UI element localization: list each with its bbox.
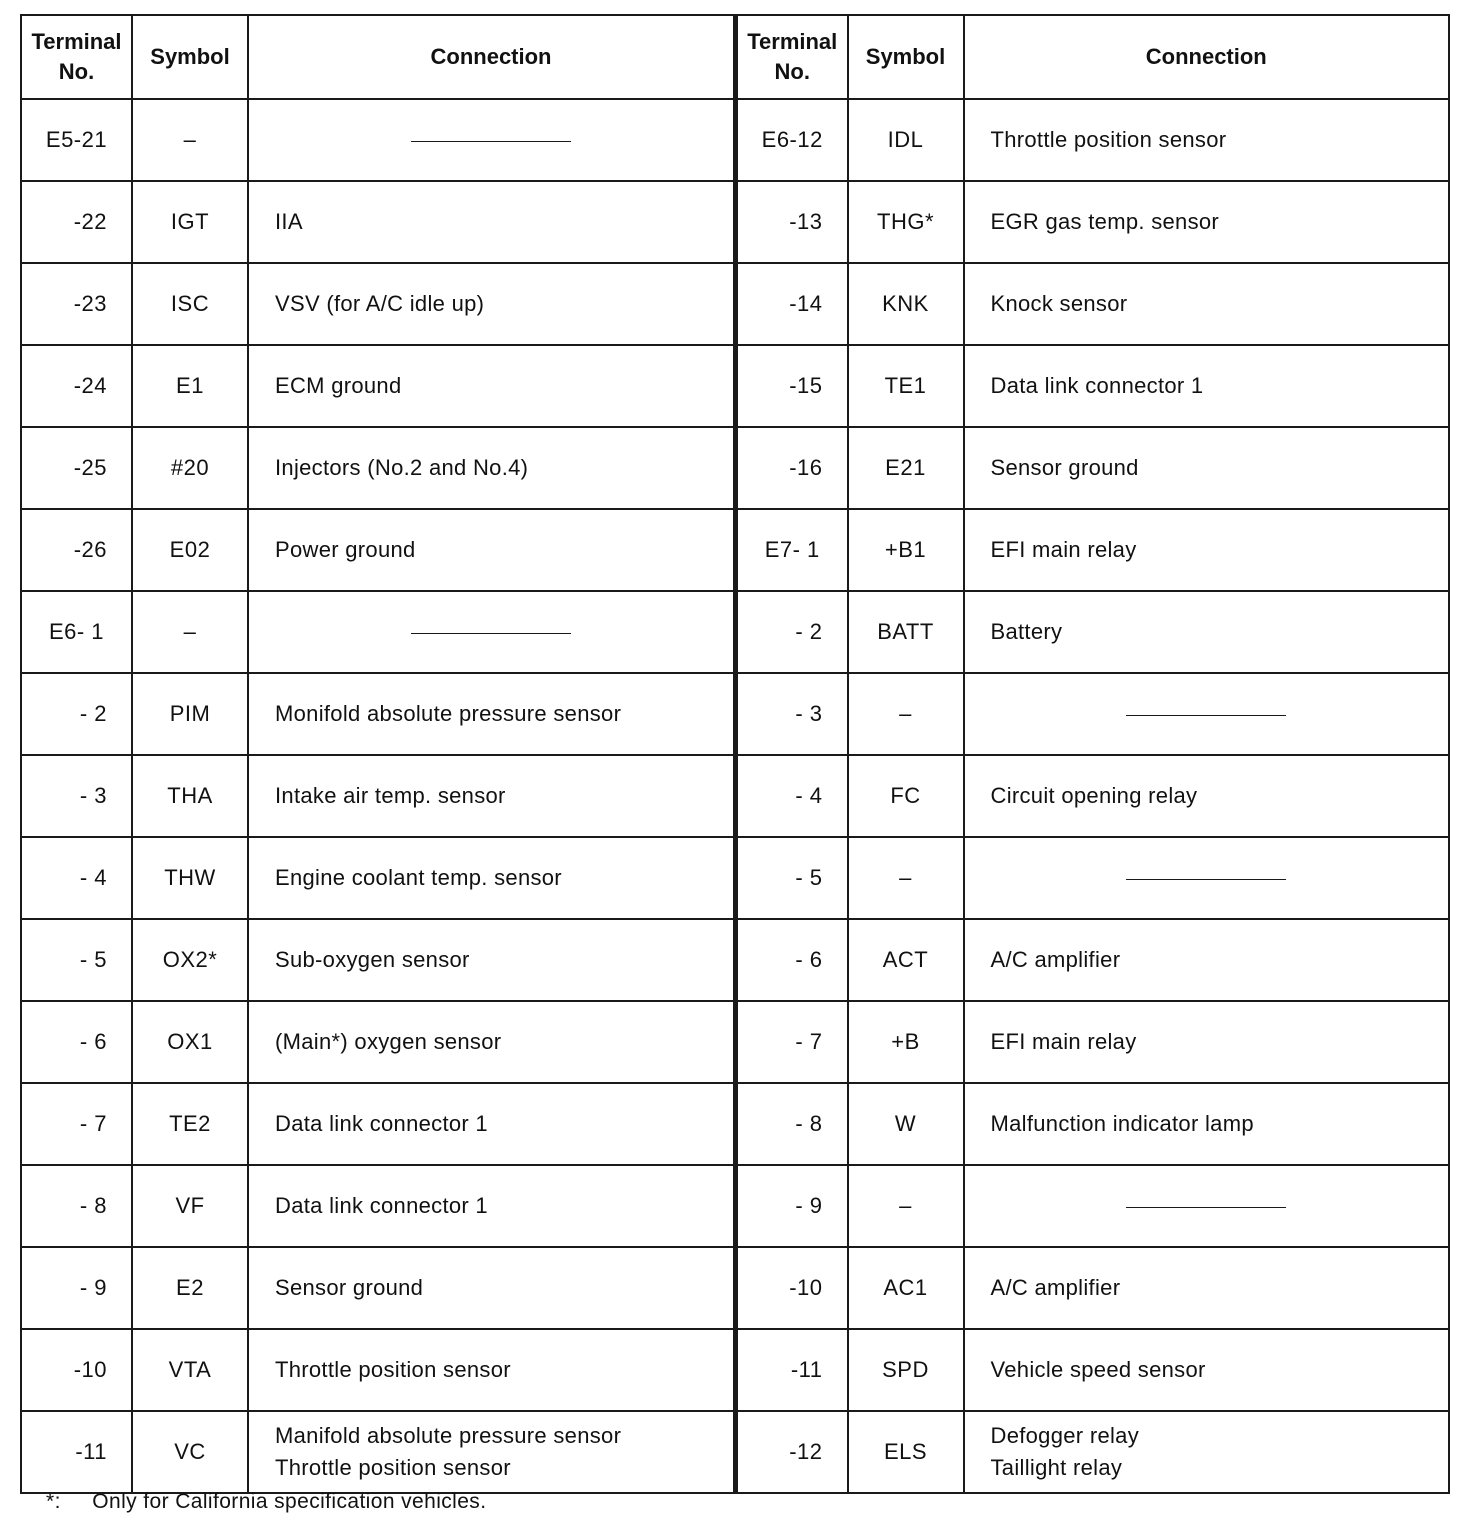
connection-text: Sensor ground xyxy=(990,455,1139,480)
terminal-cell: - 4 xyxy=(737,755,848,837)
table-row xyxy=(21,181,734,263)
terminal-cell: -25 xyxy=(21,427,132,509)
table-row xyxy=(737,1083,1450,1165)
connection-cell xyxy=(964,99,1450,181)
table-row xyxy=(21,345,734,427)
terminal-cell: -10 xyxy=(737,1247,848,1329)
terminal-header-line1: Terminal xyxy=(31,29,122,54)
left-table-body xyxy=(21,99,734,1493)
table-row xyxy=(737,427,1450,509)
symbol-cell: – xyxy=(132,99,248,181)
table-row xyxy=(21,1083,734,1165)
terminal-cell: - 7 xyxy=(737,1001,848,1083)
connection-text: Engine coolant temp. sensor xyxy=(275,865,562,890)
connection-text: Monifold absolute pressure sensor xyxy=(275,701,622,726)
connection-cell xyxy=(964,181,1450,263)
symbol-cell: IGT xyxy=(132,181,248,263)
terminal-cell: E5-21 xyxy=(21,99,132,181)
symbol-cell: ISC xyxy=(132,263,248,345)
table-row xyxy=(21,1247,734,1329)
symbol-cell: ACT xyxy=(848,919,964,1001)
symbol-cell: +B1 xyxy=(848,509,964,591)
connection-cell xyxy=(964,263,1450,345)
connection-text: Throttle position sensor xyxy=(275,1357,511,1382)
symbol-header: Symbol xyxy=(132,15,248,99)
symbol-cell: E1 xyxy=(132,345,248,427)
connection-text: IIA xyxy=(275,209,303,234)
connection-cell xyxy=(248,1411,734,1493)
terminal-no-header xyxy=(737,15,848,99)
symbol-cell: VC xyxy=(132,1411,248,1493)
symbol-cell: SPD xyxy=(848,1329,964,1411)
terminal-cell: - 5 xyxy=(21,919,132,1001)
footnote-mark: *: xyxy=(46,1490,61,1513)
terminal-cell: -11 xyxy=(737,1329,848,1411)
no-connection-line xyxy=(411,633,571,634)
connection-cell xyxy=(248,1083,734,1165)
terminal-header-line2: No. xyxy=(58,59,95,84)
symbol-header: Symbol xyxy=(848,15,964,99)
symbol-cell: TE1 xyxy=(848,345,964,427)
table-row xyxy=(737,673,1450,755)
table-row xyxy=(737,591,1450,673)
terminal-cell: -14 xyxy=(737,263,848,345)
table-row xyxy=(21,837,734,919)
connection-cell xyxy=(248,837,734,919)
connection-text: (Main*) oxygen sensor xyxy=(275,1029,502,1054)
connection-cell xyxy=(248,1165,734,1247)
connection-cell xyxy=(964,427,1450,509)
terminal-cell: - 8 xyxy=(737,1083,848,1165)
table-row xyxy=(737,509,1450,591)
connection-text: Malfunction indicator lamp xyxy=(990,1111,1254,1136)
no-connection-line xyxy=(1126,715,1286,716)
symbol-cell: PIM xyxy=(132,673,248,755)
connection-text: Circuit opening relay xyxy=(990,783,1198,808)
terminal-cell: -11 xyxy=(21,1411,132,1493)
connection-cell xyxy=(964,591,1450,673)
terminal-cell: -23 xyxy=(21,263,132,345)
right-table-body xyxy=(737,99,1450,1493)
symbol-cell: OX1 xyxy=(132,1001,248,1083)
symbol-cell: W xyxy=(848,1083,964,1165)
connection-cell xyxy=(248,1247,734,1329)
symbol-cell: VF xyxy=(132,1165,248,1247)
terminal-cell: - 9 xyxy=(21,1247,132,1329)
connection-header: Connection xyxy=(964,15,1450,99)
terminal-cell: -13 xyxy=(737,181,848,263)
table-row xyxy=(737,755,1450,837)
terminal-cell: - 7 xyxy=(21,1083,132,1165)
terminal-header-line2: No. xyxy=(774,59,810,84)
connection-cell xyxy=(248,263,734,345)
table-row xyxy=(21,99,734,181)
table-row xyxy=(21,427,734,509)
connection-cell xyxy=(964,919,1450,1001)
symbol-cell: +B xyxy=(848,1001,964,1083)
symbol-cell: #20 xyxy=(132,427,248,509)
symbol-cell: AC1 xyxy=(848,1247,964,1329)
terminal-header-line1: Terminal xyxy=(747,29,838,54)
connection-cell xyxy=(964,755,1450,837)
table-row xyxy=(21,1329,734,1411)
connection-cell xyxy=(248,509,734,591)
no-connection-line xyxy=(411,141,571,142)
symbol-cell: – xyxy=(848,837,964,919)
table-row xyxy=(737,181,1450,263)
connection-text: ECM ground xyxy=(275,373,402,398)
terminal-cell: -12 xyxy=(737,1411,848,1493)
terminal-cell: E7- 1 xyxy=(737,509,848,591)
connection-cell xyxy=(248,99,734,181)
terminal-cell: E6- 1 xyxy=(21,591,132,673)
terminal-cell: - 9 xyxy=(737,1165,848,1247)
table-row xyxy=(21,755,734,837)
connection-text: EGR gas temp. sensor xyxy=(990,209,1220,234)
symbol-cell: E21 xyxy=(848,427,964,509)
table-row xyxy=(737,1001,1450,1083)
terminal-no-header xyxy=(21,15,132,99)
symbol-cell: IDL xyxy=(848,99,964,181)
table-row xyxy=(737,99,1450,181)
symbol-cell: – xyxy=(848,1165,964,1247)
terminal-cell: - 4 xyxy=(21,837,132,919)
footnote xyxy=(46,1490,486,1514)
connection-cell xyxy=(248,1001,734,1083)
connection-text: A/C amplifier xyxy=(990,947,1121,972)
connection-text: Injectors (No.2 and No.4) xyxy=(275,455,529,480)
terminal-cell: -15 xyxy=(737,345,848,427)
table-row xyxy=(21,1001,734,1083)
connection-cell xyxy=(248,427,734,509)
connection-cell xyxy=(964,1411,1450,1493)
connection-cell xyxy=(964,673,1450,755)
symbol-cell: – xyxy=(132,591,248,673)
footnote-text: Only for California specification vehicles. xyxy=(92,1490,487,1513)
connection-cell xyxy=(964,345,1450,427)
connection-text: Data link connector 1 xyxy=(275,1111,488,1136)
connection-text: Throttle position sensor xyxy=(990,127,1227,152)
terminal-cell: - 6 xyxy=(737,919,848,1001)
table-row xyxy=(737,837,1450,919)
connection-text-second: Taillight relay xyxy=(990,1455,1123,1480)
connection-text: Vehicle speed sensor xyxy=(990,1357,1206,1382)
symbol-cell: THG* xyxy=(848,181,964,263)
table-row xyxy=(737,1247,1450,1329)
symbol-cell: – xyxy=(848,673,964,755)
connection-text: Battery xyxy=(990,619,1063,644)
table-row xyxy=(21,673,734,755)
symbol-cell: VTA xyxy=(132,1329,248,1411)
connection-cell xyxy=(248,345,734,427)
table-row xyxy=(21,919,734,1001)
terminal-cell: -26 xyxy=(21,509,132,591)
connection-cell xyxy=(248,673,734,755)
connection-header: Connection xyxy=(248,15,734,99)
connection-cell xyxy=(964,837,1450,919)
connection-cell xyxy=(964,1001,1450,1083)
terminal-cell: - 8 xyxy=(21,1165,132,1247)
connection-text: Data link connector 1 xyxy=(275,1193,488,1218)
terminal-cell: - 2 xyxy=(737,591,848,673)
table-row xyxy=(737,263,1450,345)
left-terminal-table xyxy=(20,14,735,1494)
table-row xyxy=(737,1411,1450,1493)
terminal-cell: -10 xyxy=(21,1329,132,1411)
connection-text: EFI main relay xyxy=(990,1029,1137,1054)
terminal-table-sheet xyxy=(20,14,1450,1494)
symbol-cell: THW xyxy=(132,837,248,919)
connection-cell xyxy=(964,1329,1450,1411)
table-row xyxy=(21,591,734,673)
symbol-cell: FC xyxy=(848,755,964,837)
terminal-cell: -16 xyxy=(737,427,848,509)
table-row xyxy=(21,263,734,345)
table-row xyxy=(21,509,734,591)
connection-text: Data link connector 1 xyxy=(990,373,1204,398)
table-row xyxy=(737,345,1450,427)
connection-cell xyxy=(248,591,734,673)
terminal-cell: - 2 xyxy=(21,673,132,755)
terminal-cell: -22 xyxy=(21,181,132,263)
terminal-cell: - 6 xyxy=(21,1001,132,1083)
connection-cell xyxy=(964,1165,1450,1247)
connection-text: Intake air temp. sensor xyxy=(275,783,506,808)
symbol-cell: OX2* xyxy=(132,919,248,1001)
connection-text: A/C amplifier xyxy=(990,1275,1121,1300)
terminal-cell: -24 xyxy=(21,345,132,427)
table-row xyxy=(21,1411,734,1493)
connection-text: Knock sensor xyxy=(990,291,1128,316)
connection-cell xyxy=(248,755,734,837)
table-row xyxy=(737,1165,1450,1247)
table-row xyxy=(21,1165,734,1247)
symbol-cell: BATT xyxy=(848,591,964,673)
no-connection-line xyxy=(1126,1207,1286,1208)
table-row xyxy=(737,1329,1450,1411)
terminal-cell: - 5 xyxy=(737,837,848,919)
connection-text: VSV (for A/C idle up) xyxy=(275,291,485,316)
table-header-row xyxy=(737,15,1450,99)
symbol-cell: E2 xyxy=(132,1247,248,1329)
connection-cell xyxy=(964,509,1450,591)
table-header-row xyxy=(21,15,734,99)
connection-text: Defogger relay xyxy=(990,1423,1139,1448)
symbol-cell: TE2 xyxy=(132,1083,248,1165)
connection-text: EFI main relay xyxy=(990,537,1137,562)
connection-cell xyxy=(248,919,734,1001)
symbol-cell: ELS xyxy=(848,1411,964,1493)
connection-text: Manifold absolute pressure sensor xyxy=(275,1423,622,1448)
terminal-cell: E6-12 xyxy=(737,99,848,181)
table-row xyxy=(737,919,1450,1001)
symbol-cell: KNK xyxy=(848,263,964,345)
terminal-cell: - 3 xyxy=(737,673,848,755)
symbol-cell: THA xyxy=(132,755,248,837)
connection-cell xyxy=(248,181,734,263)
connection-text: Sensor ground xyxy=(275,1275,424,1300)
no-connection-line xyxy=(1126,879,1286,880)
right-terminal-table xyxy=(735,14,1450,1494)
connection-cell xyxy=(248,1329,734,1411)
connection-text: Power ground xyxy=(275,537,416,562)
symbol-cell: E02 xyxy=(132,509,248,591)
connection-text: Sub-oxygen sensor xyxy=(275,947,470,972)
connection-cell xyxy=(964,1083,1450,1165)
connection-text-second: Throttle position sensor xyxy=(275,1455,511,1480)
connection-cell xyxy=(964,1247,1450,1329)
terminal-cell: - 3 xyxy=(21,755,132,837)
